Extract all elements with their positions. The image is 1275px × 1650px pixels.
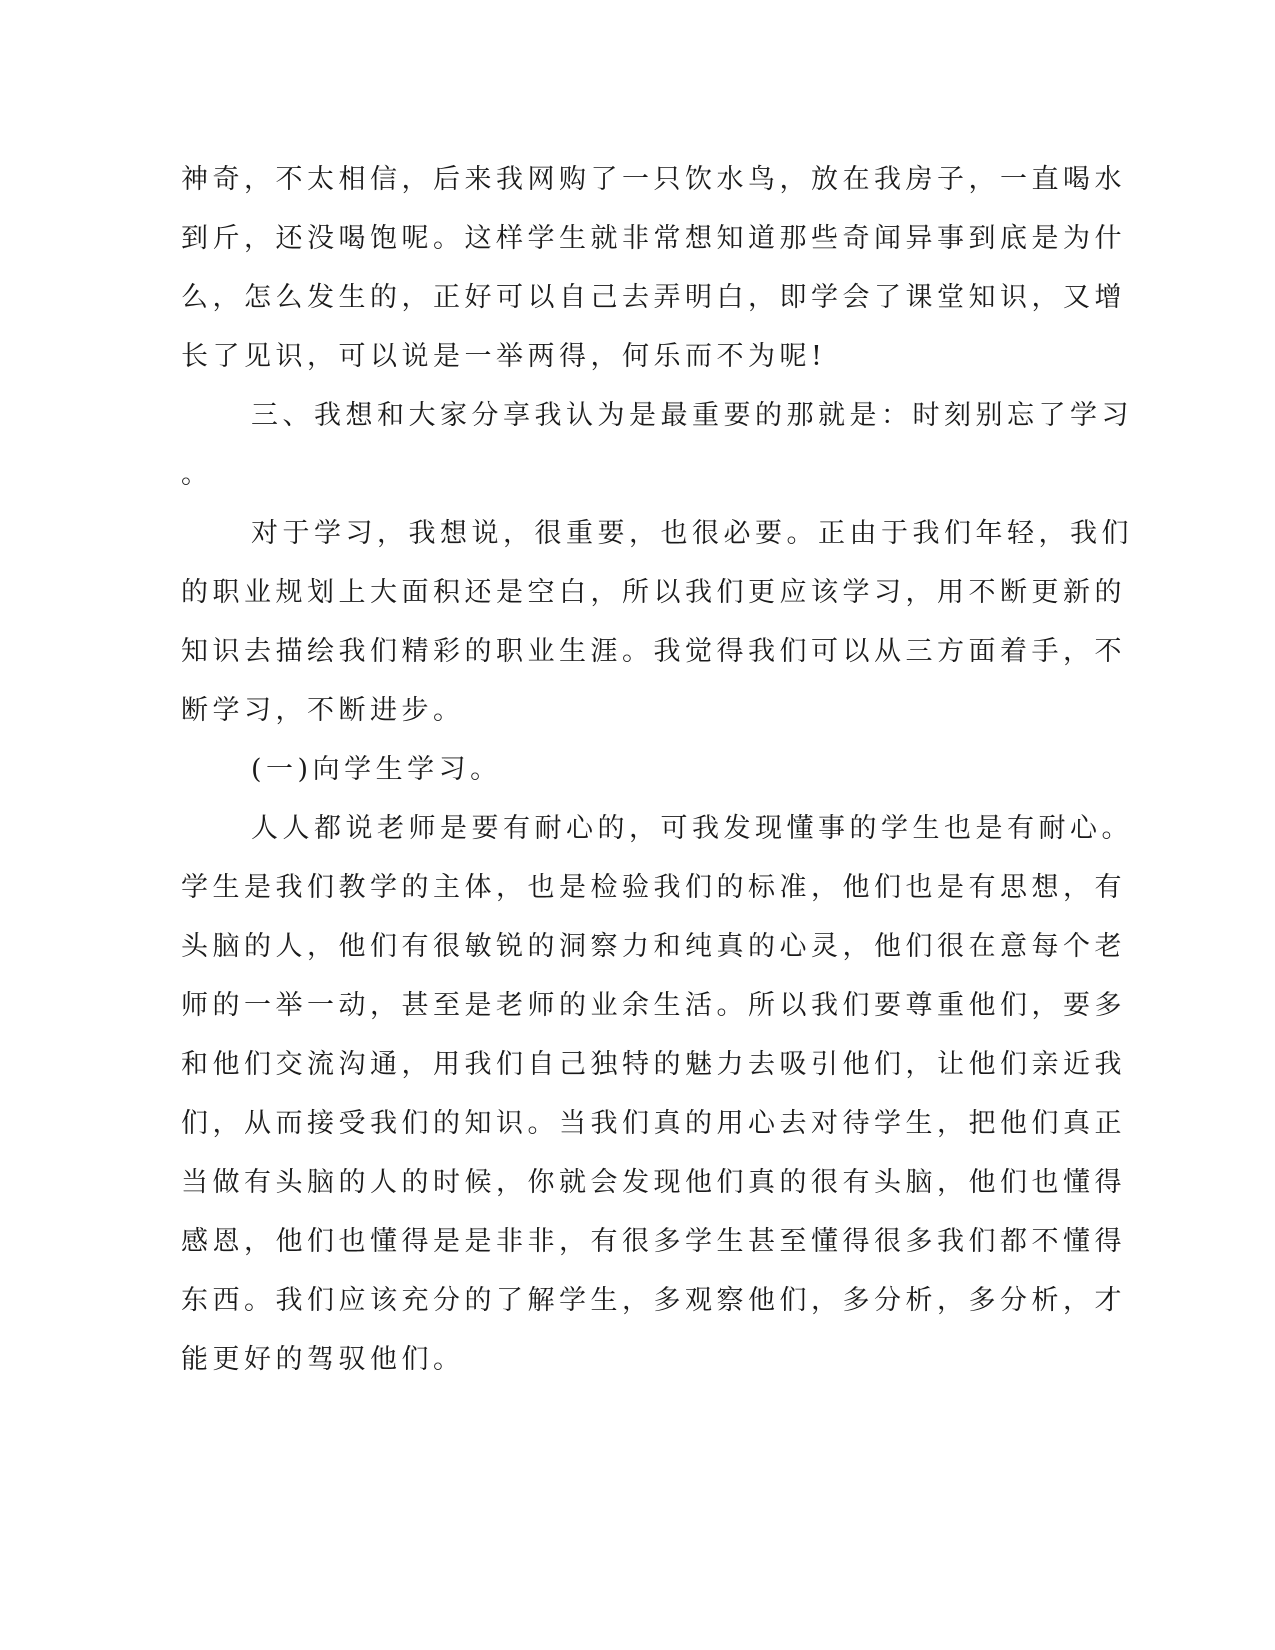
paragraph-start: 人人都说老师是要有耐心的，可我发现懂事的学生也是有耐心。 <box>251 813 1133 844</box>
text-line: 断学习，不断进步。 <box>181 695 465 726</box>
text-line: 知识去描绘我们精彩的职业生涯。我觉得我们可以从三方面着手，不 <box>181 636 1126 667</box>
text-line: 长了见识，可以说是一举两得，何乐而不为呢! <box>181 341 827 372</box>
text-line: 感恩，他们也懂得是是非非，有很多学生甚至懂得很多我们都不懂得 <box>181 1226 1126 1257</box>
text-line: 到斤，还没喝饱呢。这样学生就非常想知道那些奇闻异事到底是为什 <box>181 223 1126 254</box>
paragraph-start: 对于学习，我想说，很重要，也很必要。正由于我们年轻，我们 <box>251 518 1133 549</box>
text-line: 东西。我们应该充分的了解学生，多观察他们，多分析，多分析，才 <box>181 1285 1126 1316</box>
text-line: 们，从而接受我们的知识。当我们真的用心去对待学生，把他们真正 <box>181 1108 1126 1139</box>
section-heading: 三、我想和大家分享我认为是最重要的那就是：时刻别忘了学习 <box>251 400 1133 431</box>
text-line: 么，怎么发生的，正好可以自己去弄明白，即学会了课堂知识，又增 <box>181 282 1126 313</box>
text-line: 头脑的人，他们有很敏锐的洞察力和纯真的心灵，他们很在意每个老 <box>181 931 1126 962</box>
text-line: 。 <box>181 459 213 490</box>
text-line: 当做有头脑的人的时候，你就会发现他们真的很有头脑，他们也懂得 <box>181 1167 1126 1198</box>
text-line: 能更好的驾驭他们。 <box>181 1344 465 1375</box>
text-line: 神奇，不太相信，后来我网购了一只饮水鸟，放在我房子，一直喝水 <box>181 164 1126 195</box>
text-line: 学生是我们教学的主体，也是检验我们的标准，他们也是有思想，有 <box>181 872 1126 903</box>
subsection-heading: (一)向学生学习。 <box>251 754 502 785</box>
text-line: 和他们交流沟通，用我们自己独特的魅力去吸引他们，让他们亲近我 <box>181 1049 1126 1080</box>
text-line: 师的一举一动，甚至是老师的业余生活。所以我们要尊重他们，要多 <box>181 990 1126 1021</box>
text-line: 的职业规划上大面积还是空白，所以我们更应该学习，用不断更新的 <box>181 577 1126 608</box>
